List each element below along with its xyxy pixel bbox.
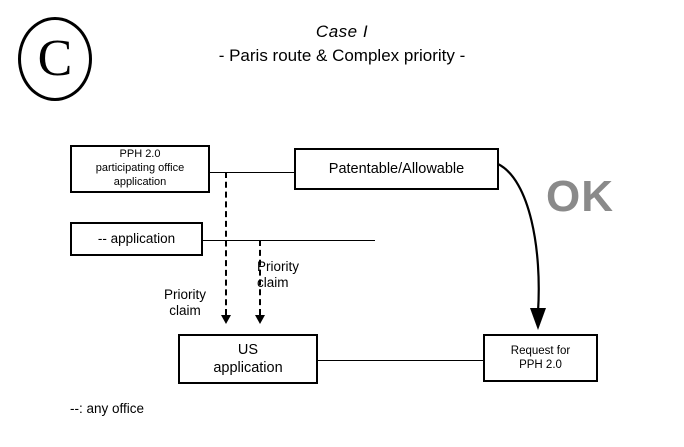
- label-priority-claim-right: [257, 259, 337, 291]
- label-priority-claim-left-line-2: claim: [169, 303, 201, 319]
- page-title: Case I: [315, 22, 369, 41]
- case-badge-letter: C: [37, 30, 73, 87]
- box-pph-line-3: application: [113, 175, 167, 188]
- box-patentable-allowable: [294, 148, 499, 190]
- box-pph-participating-office-application: [70, 145, 210, 193]
- footnote-any-office: --: any office: [70, 401, 145, 416]
- box-us-application-line-1: US: [237, 341, 259, 358]
- box-any-office-application-label: -- application: [97, 230, 176, 246]
- label-priority-claim-right-line-1: Priority: [257, 259, 300, 274]
- box-us-application: [178, 334, 318, 384]
- curved-arrow-patentable-to-request: [470, 140, 580, 345]
- box-request-line-2: PPH 2.0: [519, 359, 562, 371]
- dashed-priority-arrow-right-head: [255, 315, 265, 324]
- box-request-line-1: Request for: [510, 344, 571, 357]
- page-subtitle: - Paris route & Complex priority -: [218, 46, 466, 65]
- box-patentable-allowable-label: Patentable/Allowable: [328, 160, 465, 177]
- box-pph-line-1: PPH 2.0: [119, 148, 161, 161]
- status-ok-label: OK: [546, 172, 614, 221]
- box-any-office-application: [70, 222, 203, 256]
- label-priority-claim-right-line-2: claim: [257, 275, 289, 291]
- connector-pph-to-patentable: [210, 172, 294, 173]
- box-us-application-line-2: application: [213, 360, 283, 376]
- dashed-priority-arrow-left: [225, 172, 227, 315]
- box-pph-line-2: participating office: [95, 162, 185, 175]
- label-priority-claim-left-line-1: Priority: [163, 287, 206, 302]
- label-priority-claim-left: [145, 287, 225, 319]
- connector-any-office-horizontal: [203, 240, 375, 241]
- connector-us-to-request: [318, 360, 483, 361]
